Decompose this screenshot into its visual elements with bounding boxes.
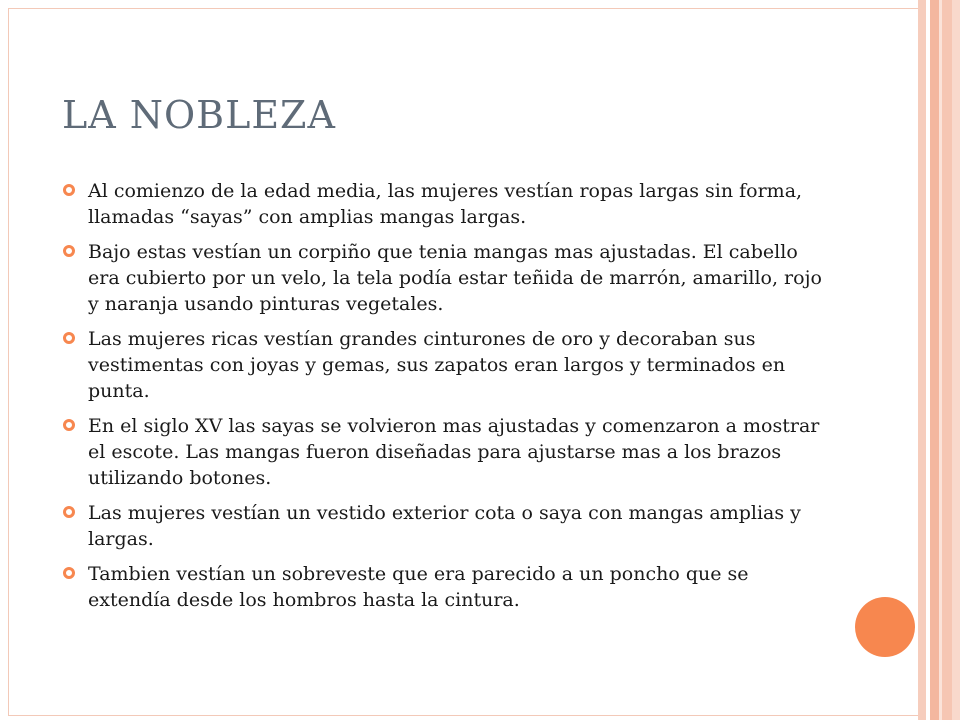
bullet-item	[62, 561, 832, 613]
orange-ring-bullet-icon	[62, 418, 76, 432]
decorative-stripe	[942, 0, 952, 720]
bullet-text: Las mujeres ricas vestían grandes cinturones de oro y decoraban sus vestimentas con joyas y gemas, sus zapatos eran largos y terminados en punta.	[88, 328, 786, 402]
orange-ring-bullet-icon	[62, 566, 76, 580]
bullet-item	[62, 500, 832, 552]
bullet-list	[62, 178, 832, 622]
bullet-text: Al comienzo de la edad media, las mujeres vestían ropas largas sin forma, llamadas “sayas” con amplias mangas largas.	[88, 180, 803, 228]
bullet-text: Las mujeres vestían un vestido exterior cota o saya con mangas amplias y largas.	[88, 502, 801, 550]
decorative-stripe	[930, 0, 939, 720]
decorative-stripe	[918, 0, 926, 720]
slide-title: LA NOBLEZA	[62, 93, 336, 137]
bullet-text: Bajo estas vestían un corpiño que tenia mangas mas ajustadas. El cabello era cubierto por un velo, la tela podía estar teñida de marrón, amarillo, rojo y naranja usando pinturas vegetales.	[88, 241, 822, 315]
decorative-stripe	[952, 0, 960, 720]
orange-ring-bullet-icon	[62, 244, 76, 258]
bullet-item	[62, 239, 832, 317]
orange-ring-bullet-icon	[62, 331, 76, 345]
bullet-text: En el siglo XV las sayas se volvieron mas ajustadas y comenzaron a mostrar el escote. Las mangas fueron diseñadas para ajustarse mas a los brazos utilizando botones.	[88, 415, 820, 489]
bullet-item	[62, 178, 832, 230]
bullet-item	[62, 326, 832, 404]
orange-ring-bullet-icon	[62, 505, 76, 519]
bullet-text: Tambien vestían un sobreveste que era parecido a un poncho que se extendía desde los hombros hasta la cintura.	[88, 563, 749, 611]
orange-ring-bullet-icon	[62, 183, 76, 197]
bullet-item	[62, 413, 832, 491]
decorative-orange-circle	[856, 598, 914, 656]
